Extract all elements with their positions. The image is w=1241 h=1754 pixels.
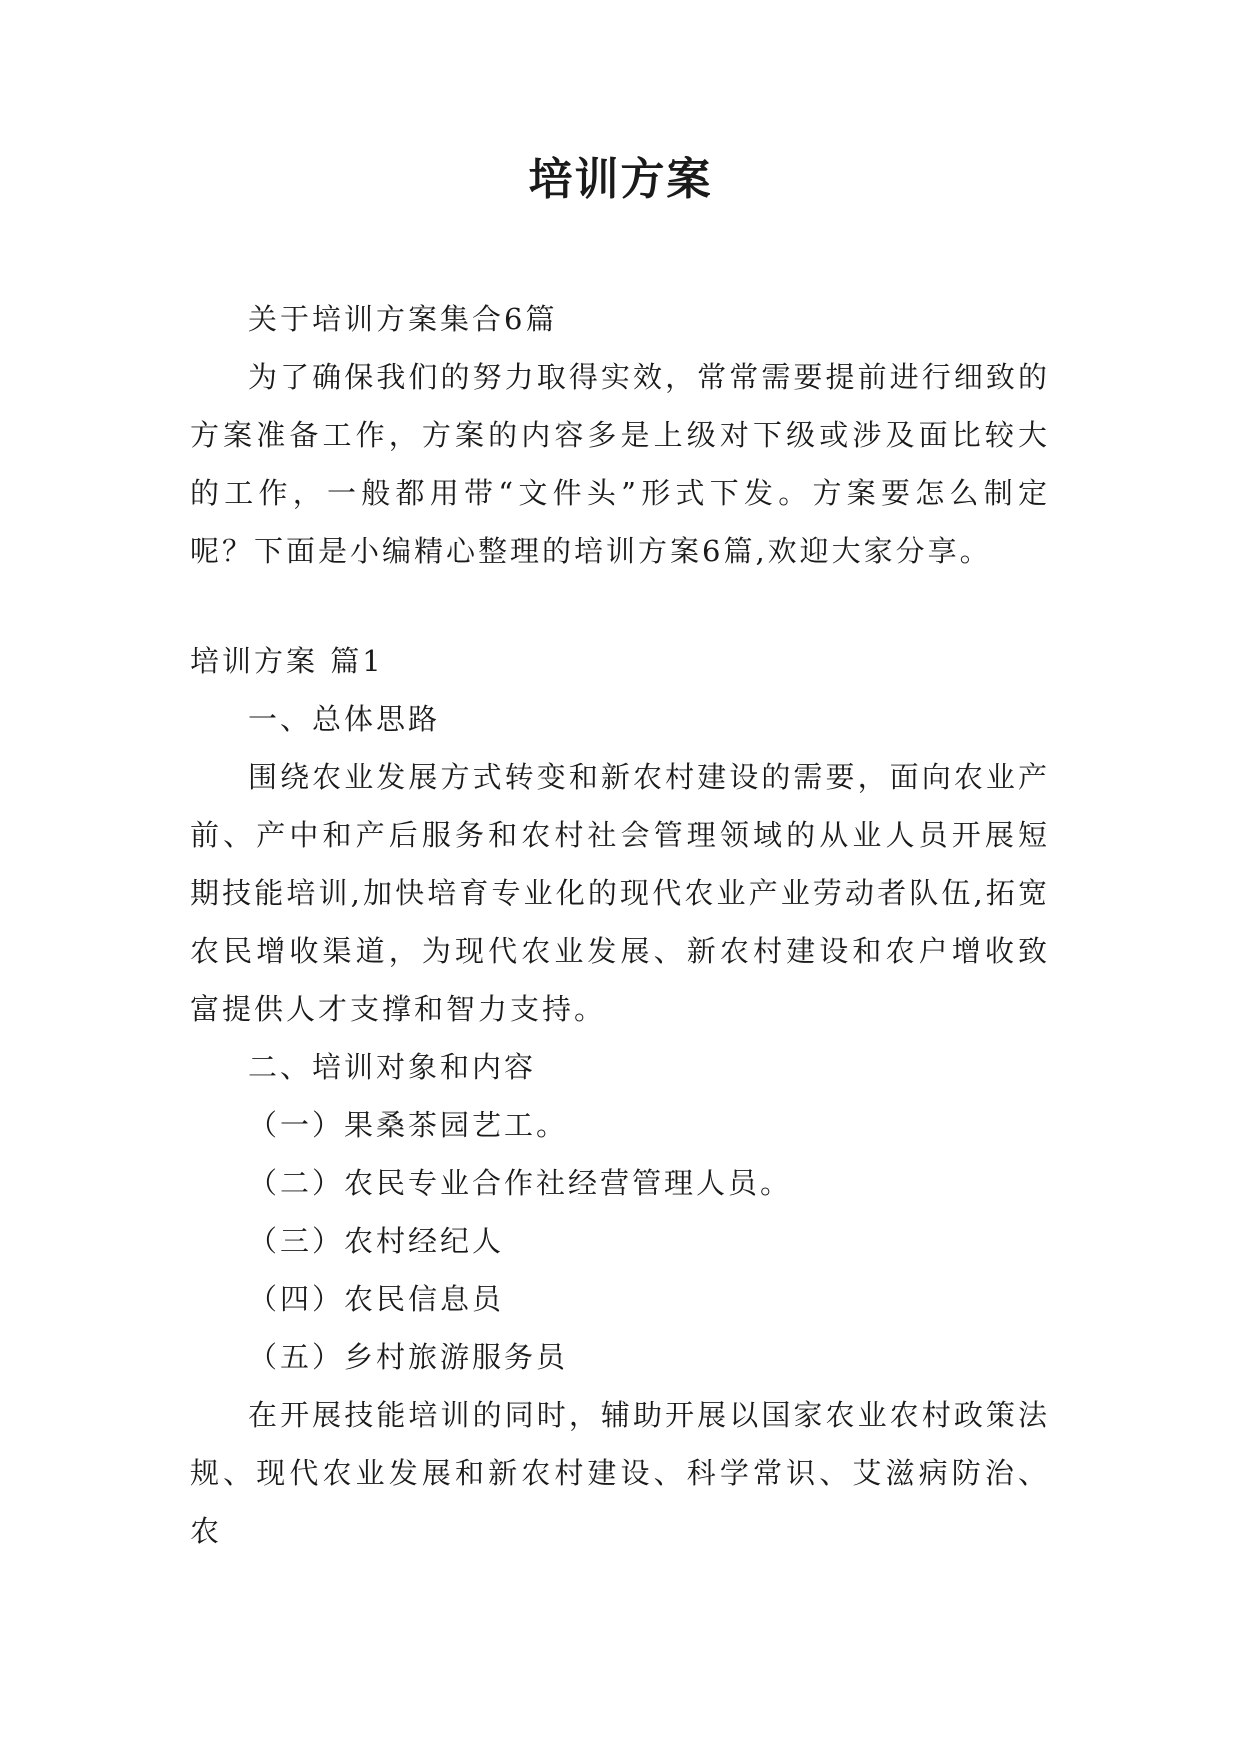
list-item: （四）农民信息员 xyxy=(248,1282,505,1316)
intro-paragraph: 为了确保我们的努力取得实效，常常需要提前进行细致的方案准备工作，方案的内容多是上级对下级或涉及面比较大的工作，一般都用带“文件头”形式下发。方案要怎么制定呢？下面是小编精心整理的培训方案6篇,欢迎大家分享。 xyxy=(190,360,1050,568)
document-body xyxy=(190,290,1050,1560)
list-item: （三）农村经纪人 xyxy=(248,1224,505,1258)
document-title: 培训方案 xyxy=(528,154,713,205)
list-item: （二）农民专业合作社经营管理人员。 xyxy=(248,1166,793,1200)
subheading-targets-content: 二、培训对象和内容 xyxy=(248,1050,537,1084)
intro-line: 关于培训方案集合6篇 xyxy=(248,302,558,336)
list-item: （五）乡村旅游服务员 xyxy=(248,1340,569,1374)
paragraph-general-idea: 围绕农业发展方式转变和新农村建设的需要，面向农业产前、产中和产后服务和农村社会管理领域的从业人员开展短期技能培训,加快培育专业化的现代农业产业劳动者队伍,拓宽农民增收渠道，为现代农业发展、新农村建设和农户增收致富提供人才支撑和智力支持。 xyxy=(190,760,1050,1026)
list-item: （一）果桑茶园艺工。 xyxy=(248,1108,569,1142)
section-heading: 培训方案 篇1 xyxy=(190,644,384,678)
subheading-general-idea: 一、总体思路 xyxy=(248,702,441,736)
paragraph-auxiliary-training: 在开展技能培训的同时，辅助开展以国家农业农村政策法规、现代农业发展和新农村建设、科学常识、艾滋病防治、农 xyxy=(190,1398,1050,1548)
